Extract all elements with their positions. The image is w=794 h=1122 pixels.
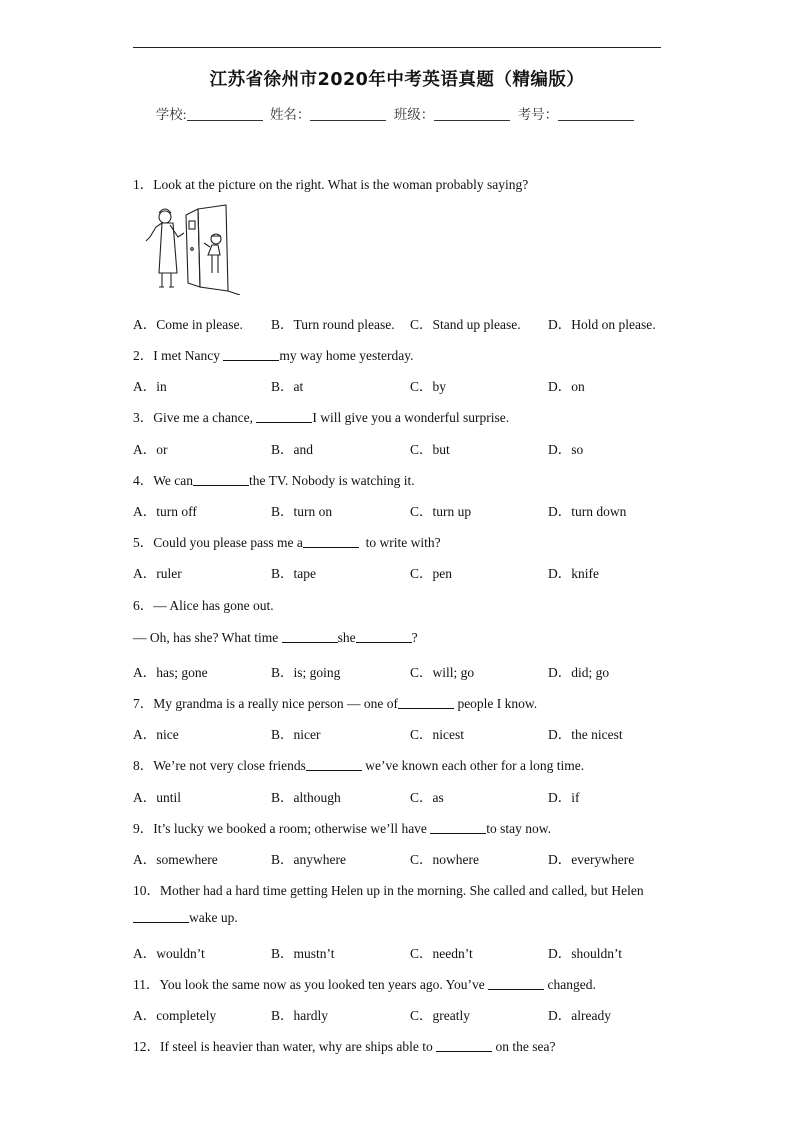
q2-option-b[interactable]: B．at xyxy=(271,379,304,394)
q7-option-b[interactable]: B．nicer xyxy=(271,727,321,742)
stem-text: wake up. xyxy=(189,910,238,925)
class-label: 班级： xyxy=(393,107,435,122)
q5-option-b[interactable]: B．tape xyxy=(271,566,316,581)
q5-option-a[interactable]: A．ruler xyxy=(133,566,182,581)
q3-option-c[interactable]: C．but xyxy=(410,442,450,457)
answer-blank[interactable] xyxy=(398,696,454,709)
q4-option-c[interactable]: C．turn up xyxy=(410,504,472,519)
q2-option-d[interactable]: D．on xyxy=(548,379,585,394)
q6-option-d[interactable]: D．did; go xyxy=(548,665,610,680)
q7-option-c[interactable]: C．nicest xyxy=(410,727,464,742)
question-7-stem xyxy=(133,692,537,712)
stem-text: on the sea? xyxy=(492,1039,556,1054)
stem-text: 8．We’re not very close friends xyxy=(133,758,306,773)
q9-option-c[interactable]: C．nowhere xyxy=(410,852,479,867)
q4-option-a[interactable]: A．turn off xyxy=(133,504,197,519)
stem-text: 4．We can xyxy=(133,473,194,488)
question-10-stem: 10．Mother had a hard time getting Helen up in the morning. She called and called, but Helen xyxy=(133,883,644,898)
q2-option-c[interactable]: C．by xyxy=(410,379,447,394)
q3-option-a[interactable]: A．or xyxy=(133,442,168,457)
stem-text: 2．I met Nancy xyxy=(133,348,224,363)
school-label: 学校: xyxy=(155,107,187,122)
question-6-stem: 6．— Alice has gone out. xyxy=(133,598,274,613)
student-info-line xyxy=(0,103,794,123)
door-illustration xyxy=(140,203,245,295)
q11-option-b[interactable]: B．hardly xyxy=(271,1008,328,1023)
stem-text: people I know. xyxy=(454,696,538,711)
q10-option-b[interactable]: B．mustn’t xyxy=(271,946,335,961)
question-5-stem xyxy=(133,531,441,551)
q1-option-c[interactable]: C．Stand up please. xyxy=(410,317,521,332)
q10-option-d[interactable]: D．shouldn’t xyxy=(548,946,623,961)
q2-option-a[interactable]: A．in xyxy=(133,379,167,394)
question-4-stem xyxy=(133,469,415,489)
class-field[interactable] xyxy=(434,107,510,121)
stem-text: — Oh, has she? What time xyxy=(133,630,282,645)
answer-blank[interactable] xyxy=(303,535,359,548)
q9-option-b[interactable]: B．anywhere xyxy=(271,852,346,867)
q7-option-a[interactable]: A．nice xyxy=(133,727,179,742)
q6-option-b[interactable]: B．is; going xyxy=(271,665,341,680)
stem-text: 9．It’s lucky we booked a room; otherwise we’ll have xyxy=(133,821,431,836)
top-rule xyxy=(133,47,661,48)
q8-option-a[interactable]: A．until xyxy=(133,790,182,805)
q10-option-a[interactable]: A．wouldn’t xyxy=(133,946,205,961)
q6-option-c[interactable]: C．will; go xyxy=(410,665,475,680)
answer-blank[interactable] xyxy=(488,977,544,990)
q5-option-c[interactable]: C．pen xyxy=(410,566,452,581)
name-label: 姓名： xyxy=(269,107,311,122)
stem-text: ? xyxy=(411,630,418,645)
question-1-stem: 1．Look at the picture on the right. What is the woman probably saying? xyxy=(133,177,529,192)
stem-text: she xyxy=(337,630,356,645)
q7-option-d[interactable]: D．the nicest xyxy=(548,727,623,742)
answer-blank[interactable] xyxy=(356,630,412,643)
answer-blank[interactable] xyxy=(133,910,189,923)
answer-blank[interactable] xyxy=(193,473,249,486)
q4-option-d[interactable]: D．turn down xyxy=(548,504,627,519)
stem-text: 5．Could you please pass me a xyxy=(133,535,303,550)
q9-option-d[interactable]: D．everywhere xyxy=(548,852,635,867)
question-9-stem xyxy=(133,817,551,837)
q1-option-a[interactable]: A．Come in please. xyxy=(133,317,243,332)
stem-text: 7．My grandma is a really nice person — one of xyxy=(133,696,399,711)
page-title: 江苏省徐州市2020年中考英语真题（精编版） xyxy=(209,70,585,90)
stem-text: to write with? xyxy=(358,535,441,550)
answer-blank[interactable] xyxy=(430,821,486,834)
question-11-stem xyxy=(133,973,596,993)
q11-option-a[interactable]: A．completely xyxy=(133,1008,217,1023)
stem-text: we’ve known each other for a long time. xyxy=(361,758,585,773)
number-label: 考号： xyxy=(517,107,559,122)
name-field[interactable] xyxy=(310,107,386,121)
stem-text: I will give you a wonderful surprise. xyxy=(312,410,510,425)
answer-blank[interactable] xyxy=(256,410,312,423)
stem-text: 12．If steel is heavier than water, why are ships able to xyxy=(133,1039,437,1054)
question-12-stem xyxy=(133,1035,555,1055)
q8-option-c[interactable]: C．as xyxy=(410,790,444,805)
q1-option-d[interactable]: D．Hold on please. xyxy=(548,317,656,332)
answer-blank[interactable] xyxy=(436,1039,492,1052)
school-field[interactable] xyxy=(187,107,263,121)
exam-number-field[interactable] xyxy=(558,107,634,121)
stem-text: the TV. Nobody is watching it. xyxy=(249,473,415,488)
question-2-stem xyxy=(133,344,413,364)
question-10-stem-line2 xyxy=(133,910,238,926)
question-6-stem-line2 xyxy=(133,630,418,646)
answer-blank[interactable] xyxy=(306,758,362,771)
q11-option-d[interactable]: D．already xyxy=(548,1008,611,1023)
stem-text: my way home yesterday. xyxy=(279,348,414,363)
q8-option-d[interactable]: D．if xyxy=(548,790,580,805)
answer-blank[interactable] xyxy=(223,348,279,361)
q5-option-d[interactable]: D．knife xyxy=(548,566,599,581)
q9-option-a[interactable]: A．somewhere xyxy=(133,852,218,867)
q10-option-c[interactable]: C．needn’t xyxy=(410,946,473,961)
stem-text: 3．Give me a chance, xyxy=(133,410,257,425)
question-8-stem xyxy=(133,754,584,774)
q8-option-b[interactable]: B．although xyxy=(271,790,341,805)
q6-option-a[interactable]: A．has; gone xyxy=(133,665,208,680)
q11-option-c[interactable]: C．greatly xyxy=(410,1008,470,1023)
stem-text: changed. xyxy=(544,977,596,992)
question-3-stem xyxy=(133,406,509,426)
q3-option-b[interactable]: B．and xyxy=(271,442,313,457)
stem-text: to stay now. xyxy=(486,821,552,836)
stem-text: 11．You look the same now as you looked ten years ago. You’ve xyxy=(133,977,489,992)
q4-option-b[interactable]: B．turn on xyxy=(271,504,333,519)
q3-option-d[interactable]: D．so xyxy=(548,442,584,457)
q1-option-b[interactable]: B．Turn round please. xyxy=(271,317,395,332)
answer-blank[interactable] xyxy=(282,630,338,643)
